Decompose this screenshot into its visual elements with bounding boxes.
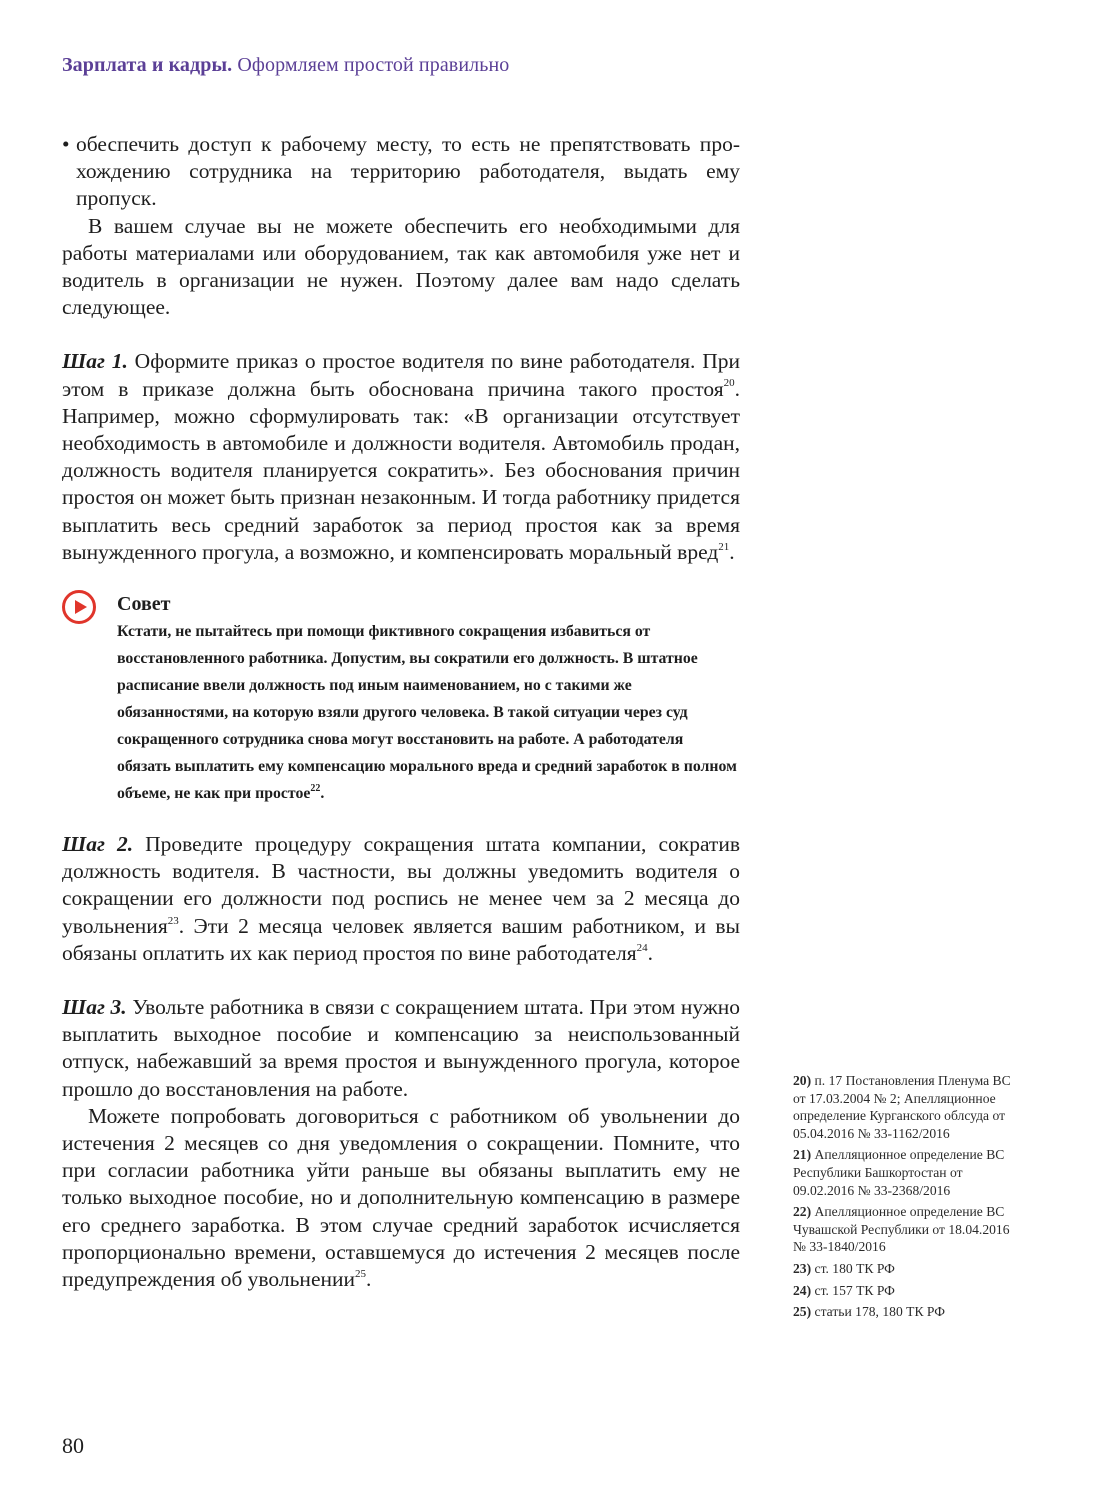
footnote-text: Апелляционное определение ВС Чувашской Республики от 18.04.2016 № 33-1840/2016 xyxy=(793,1204,1010,1255)
running-head xyxy=(62,54,509,77)
tip-body xyxy=(117,618,740,807)
footnote-ref-22[interactable]: 22 xyxy=(310,782,321,794)
footnote-ref-25[interactable]: 25 xyxy=(355,1267,367,1280)
footnote-number: 24) xyxy=(793,1282,812,1298)
running-head-section: Зарплата и кадры. xyxy=(62,54,233,76)
intro-paragraph: В вашем случае вы не можете обеспечить его необходимыми для работы материалами или оборудованием, так как автомобиля уже нет и водитель в организации не нужен. Поэтому далее вам надо сделать следующее. xyxy=(62,213,740,320)
tip-title: Совет xyxy=(117,593,171,616)
footnote-text: Апелляционное определение ВС Республики Башкортостан от 09.02.2016 № 33-2368/2016 xyxy=(793,1147,1005,1198)
footnote-text: п. 17 Постановления Пленума ВС от 17.03.2004 № 2; Апелляционное определение Курганского облсуда от 05.04.2016 № 33-1162/2016 xyxy=(793,1073,1011,1141)
tip-text: Кстати, не пытайтесь при помощи фиктивного сокращения избавиться от восстановленного работника. Допустим, вы сократили его должность. В штатное расписание ввели должность под иным наименованием, но с такими же обязанностями, на которую взяли другого человека. В такой ситуации через суд сокращенного сотрудника снова могут восстановить на работе. А работодателя обязать выплатить ему компенсацию морального вреда и средний заработок в полном объеме, не как при простое xyxy=(117,623,737,803)
step-3-text: Увольте работника в связи с сокращением штата. При этом нужно выплатить выходное пособие и компенсацию за неиспользованный отпуск, набежавший за время простоя и вынужденного прогула, которое прошло до восстановления на работе. xyxy=(62,995,740,1101)
step-2-text: Проведите процедуру сокращения штата компании, сократив должность водителя. В частности, вы должны уведомить водителя о сокращении его должности под роспись не менее чем за 2 месяца до увольнения xyxy=(62,832,740,938)
step-1-text-end: . xyxy=(729,539,735,564)
tip-callout xyxy=(62,590,740,807)
footnote-number: 22) xyxy=(793,1204,812,1220)
tip-text-end: . xyxy=(320,785,325,803)
running-head-title: Оформляем простой правильно xyxy=(237,54,510,76)
footnote-ref-21[interactable]: 21 xyxy=(718,540,730,553)
footnote-25 xyxy=(793,1303,1023,1321)
footnote-text: статьи 178, 180 ТК РФ xyxy=(814,1304,945,1320)
final-paragraph xyxy=(62,1103,740,1293)
footnote-ref-24[interactable]: 24 xyxy=(636,941,648,954)
footnote-number: 23) xyxy=(793,1260,812,1276)
main-text-column xyxy=(62,131,740,1293)
bullet-list-item xyxy=(62,131,740,213)
footnote-number: 25) xyxy=(793,1304,812,1320)
step-2-label: Шаг 2. xyxy=(62,832,134,857)
footnote-22 xyxy=(793,1203,1023,1256)
footnote-ref-23[interactable]: 23 xyxy=(167,914,179,927)
step-3-paragraph xyxy=(62,994,740,1103)
step-1-label: Шаг 1. xyxy=(62,349,128,374)
bullet-text: обеспечить доступ к рабочему месту, то есть не препятствовать прохождению сотрудника на территорию работодателя, выдать ему пропуск. xyxy=(76,132,740,211)
step-2-text-end: . xyxy=(647,940,654,965)
footnote-23 xyxy=(793,1260,1023,1278)
footnote-21 xyxy=(793,1146,1023,1199)
bullet-marker: • xyxy=(62,132,70,156)
final-paragraph-text: Можете попробовать договориться с работником об увольнении до истечения 2 месяцев со дня уведомления о сокращении. Помните, что при согласии работника уйти раньше вы обязаны выплатить ему не только выходное пособие, но и дополнительную компенсацию в размере его среднего заработка. В этом случае средний заработок исчисляется пропорционально времени, оставшемуся до истечения 2 месяцев после предупреждения об увольнении xyxy=(62,1103,740,1292)
step-1-text-cont: . Например, можно сформулировать так: «В организации отсутствует необходимость в автомобиле и должности водителя. Автомобиль продан, должность водителя планируется сократить». Без обоснования причин простоя он может быть признан незаконным. И тогда работнику придется выплатить весь средний заработок за период простоя как за время вынужденного прогула, а возможно, и компенсировать моральный вред xyxy=(62,376,740,564)
play-circle-icon xyxy=(62,590,96,624)
footnote-number: 21) xyxy=(793,1147,812,1163)
step-2-paragraph xyxy=(62,831,740,967)
page-number: 80 xyxy=(62,1433,84,1458)
step-3-label: Шаг 3. xyxy=(62,995,127,1020)
footnote-text: ст. 180 ТК РФ xyxy=(814,1260,895,1276)
footnote-20 xyxy=(793,1072,1023,1142)
final-paragraph-end: . xyxy=(366,1267,372,1292)
step-2-text-cont: . Эти 2 месяца человек является вашим работником, и вы обязаны оплатить их как период простоя по вине работодателя xyxy=(62,913,740,965)
footnote-24 xyxy=(793,1282,1023,1300)
step-1-text: Оформите приказ о простое водителя по вине работодателя. При этом в приказе должна быть обоснована причина такого простоя xyxy=(62,349,740,401)
step-1-paragraph xyxy=(62,348,740,566)
footnote-text: ст. 157 ТК РФ xyxy=(814,1282,895,1298)
footnote-number: 20) xyxy=(793,1073,812,1088)
footnote-ref-20[interactable]: 20 xyxy=(723,377,735,390)
footnotes-sidebar xyxy=(793,1072,1023,1325)
